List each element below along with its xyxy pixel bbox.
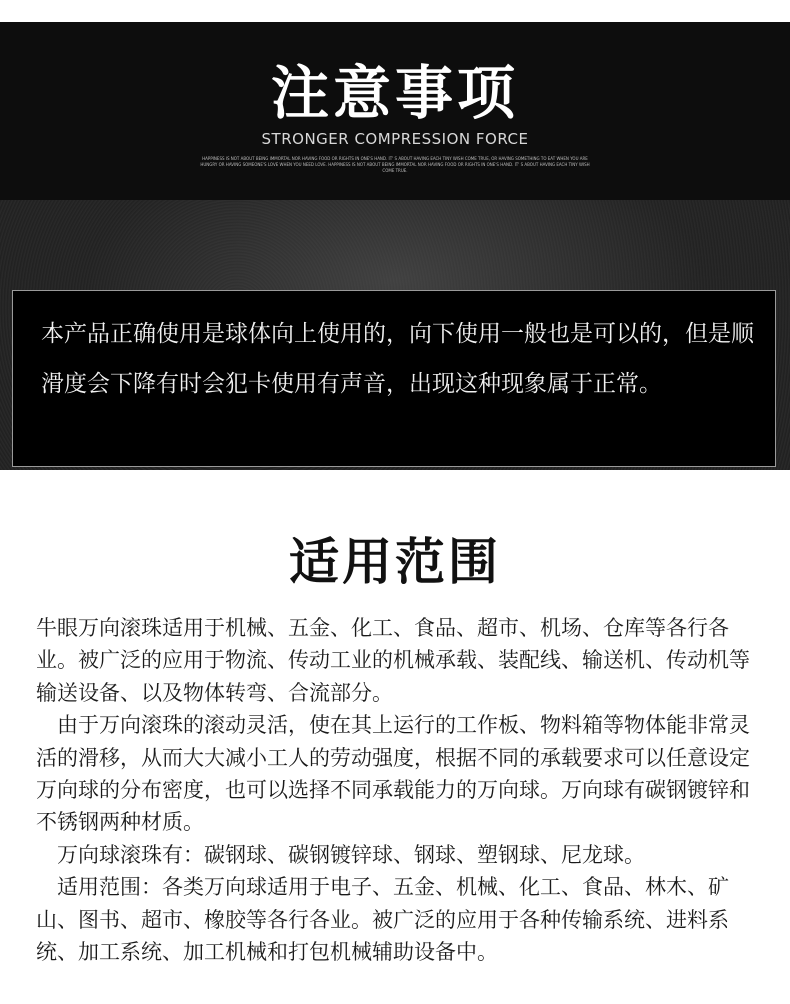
- scope-body: [36, 612, 766, 968]
- scope-title: 适用范围: [289, 533, 501, 591]
- notice-banner: [0, 22, 790, 200]
- banner-fine-print: HAPPINESS IS NOT ABOUT BEING IMMORTAL NOR HAVING FOOD OR RIGHTS IN ONE'S HAND. IT' S ABOUT HAVING EACH TINY WISH COME TRUE, OR HAVING SOMETHING TO EAT WHEN YOU ARE HUNGRY OR HAVING SOMEONE'S LOVE WHEN YOU NEED LOVE. HAPPINESS IS NOT ABOUT BEING IMMORTAL NOR HAVING FOOD OR RIGHTS IN ONE'S HAND. IT' S ABOUT HAVING EACH TINY WISH COME TRUE.: [200, 156, 590, 173]
- scope-paragraph: 万向球滚珠有：碳钢球、碳钢镀锌球、钢球、塑钢球、尼龙球。: [57, 842, 645, 867]
- top-margin: [0, 0, 790, 22]
- notice-box: [12, 290, 776, 467]
- scope-paragraph: 牛眼万向滚珠适用于机械、五金、化工、食品、超市、机场、仓库等各行各业。被广泛的应用于物流、传动工业的机械承载、装配线、输送机、传动机等输送设备、以及物体转弯、合流部分。: [36, 616, 750, 705]
- notice-text: 本产品正确使用是球体向上使用的，向下使用一般也是可以的，但是顺滑度会下降有时会犯卡使用有声音，出现这种现象属于正常。: [41, 321, 754, 397]
- banner-title: 注意事项: [270, 59, 519, 127]
- scope-paragraph: 由于万向滚珠的滚动灵活，使在其上运行的工作板、物料箱等物体能非常灵活的滑移，从而大大减小工人的劳动强度，根据不同的承载要求可以任意设定万向球的分布密度，也可以选择不同承载能力的万向球。万向球有碳钢镀锌和不锈钢两种材质。: [36, 713, 750, 835]
- scope-paragraph: 适用范围：各类万向球适用于电子、五金、机械、化工、食品、林木、矿山、图书、超市、橡胶等各行各业。被广泛的应用于各种传输系统、进料系统、加工系统、加工机械和打包机械辅助设备中。: [36, 875, 729, 965]
- banner-subtitle: STRONGER COMPRESSION FORCE: [261, 130, 529, 148]
